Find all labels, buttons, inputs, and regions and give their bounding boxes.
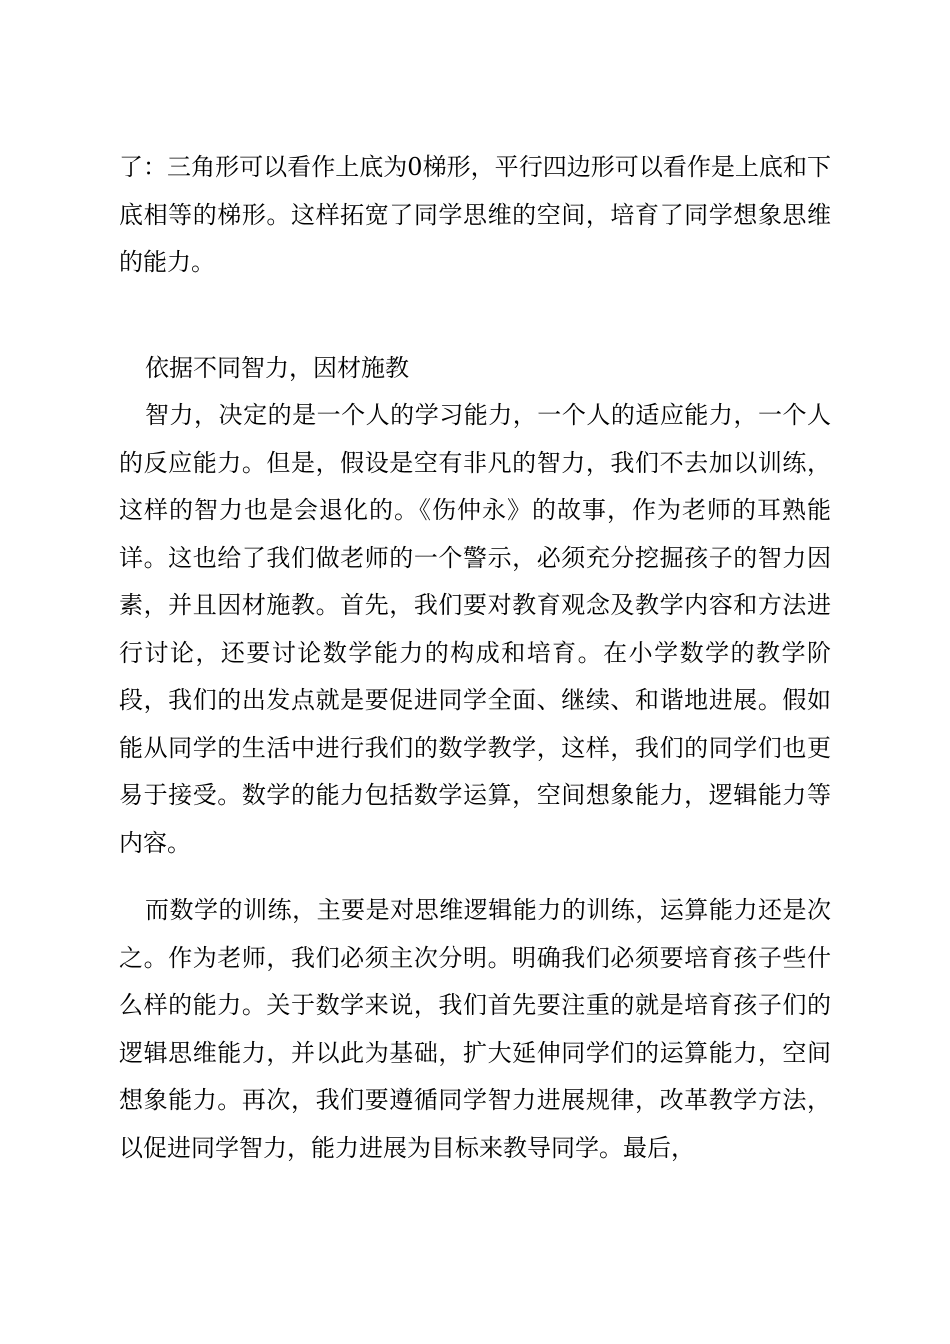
paragraph-training: 而数学的训练，主要是对思维逻辑能力的训练，运算能力还是次之。作为老师，我们必须主次分明。明确我们必须要培育孩子些什么样的能力。关于数学来说，我们首先要注重的就是培育孩子们的逻辑思维能力，并以此为基础，扩大延伸同学们的运算能力，空间想象能力。再次，我们要遵循同学智力进展规律，改革教学方法，以促进同学智力，能力进展为目标来教导同学。最后，	[119, 896, 831, 1162]
paragraph-intelligence: 智力，决定的是一个人的学习能力，一个人的适应能力，一个人的反应能力。但是，假设是空有非凡的智力，我们不去加以训练，这样的智力也是会退化的。《伤仲永》的故事，作为老师的耳熟能详。这也给了我们做老师的一个警示，必须充分挖掘孩子的智力因素，并且因材施教。首先，我们要对教育观念及教学内容和方法进行讨论，还要讨论数学能力的构成和培育。在小学数学的教学阶段，我们的出发点就是要促进同学全面、继续、和谐地进展。假如能从同学的生活中进行我们的数学教学，这样，我们的同学们也更易于接受。数学的能力包括数学运算，空间想象能力，逻辑能力等内容。	[119, 401, 831, 857]
paragraph-continuation: 了：三角形可以看作上底为0梯形，平行四边形可以看作是上底和下底相等的梯形。这样拓宽了同学思维的空间，培育了同学想象思维的能力。	[119, 153, 831, 276]
document-page	[119, 0, 831, 1344]
section-heading: 依据不同智力，因材施教	[145, 354, 409, 382]
